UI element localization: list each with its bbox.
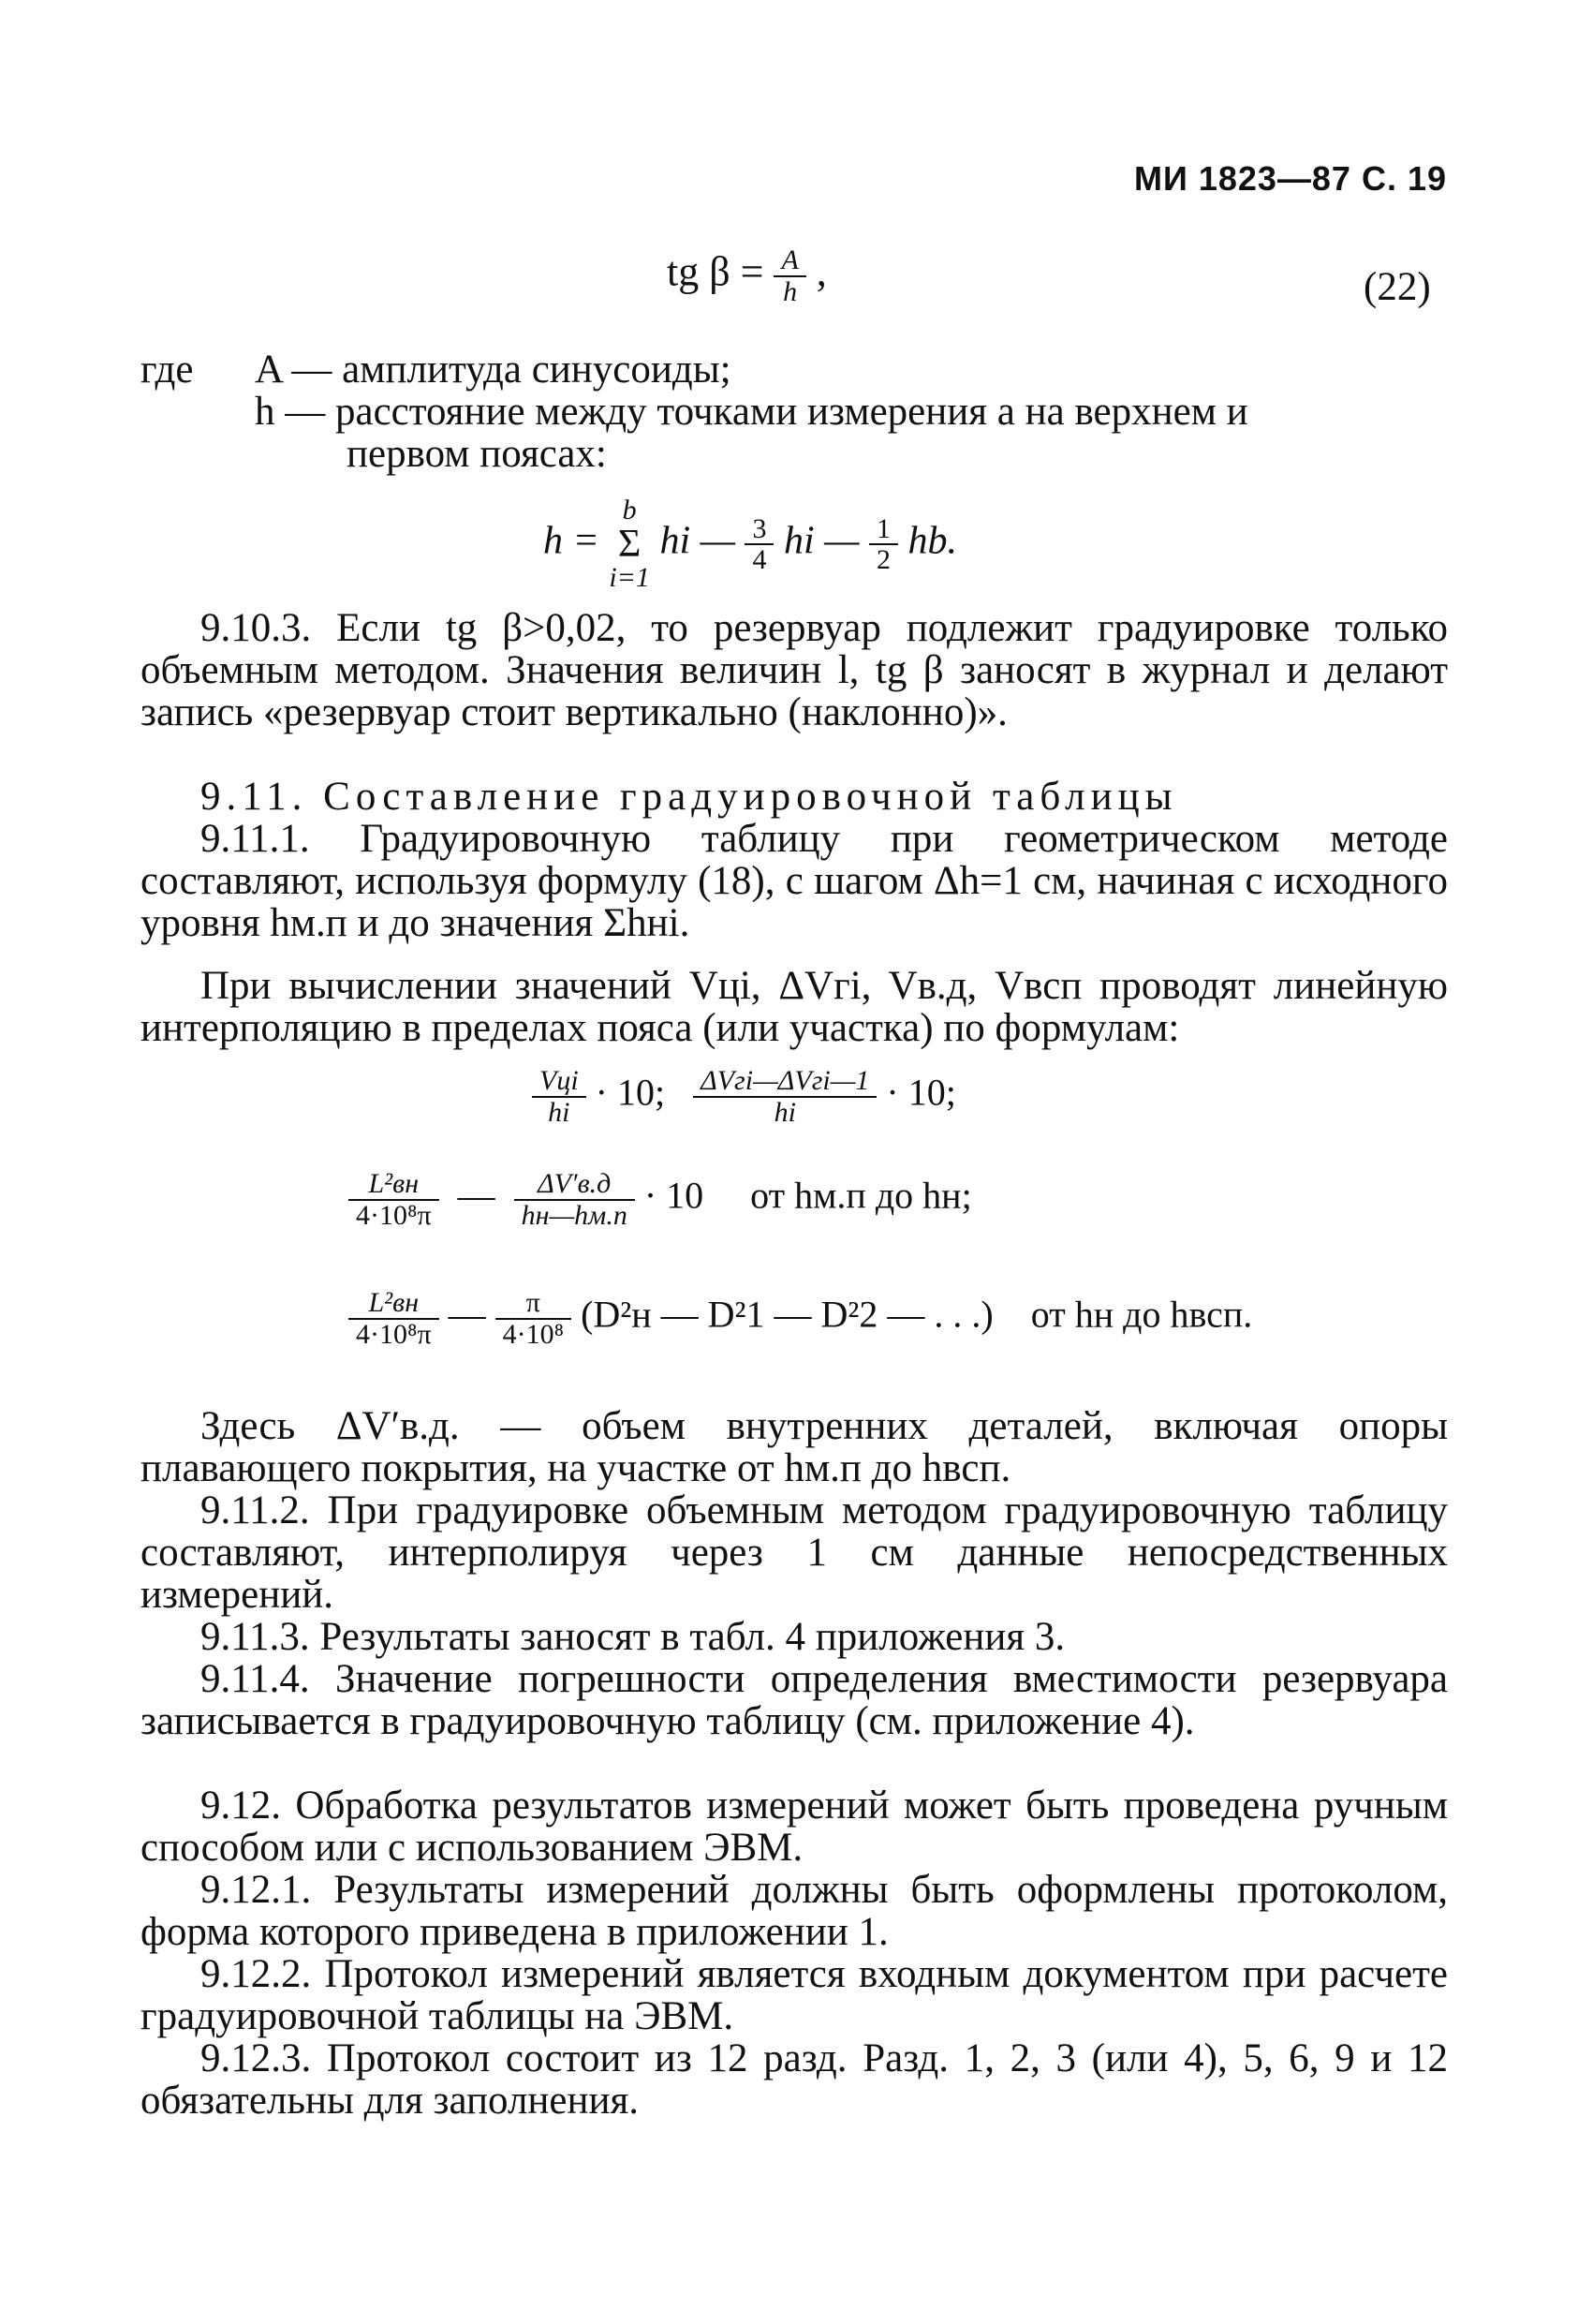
paragraph-9-11-4: 9.11.4. Значение погрешности определения вместимости резервуара записывается в градуировочную таблицу (см. приложение 4).	[140, 1657, 1448, 1743]
row2-frac-2-num: ΔV′в.д	[514, 1169, 635, 1201]
formula-h-frac2-den: 2	[876, 544, 891, 575]
formula-h-sum-bottom: i=1	[609, 562, 650, 593]
paragraph-9-10-3: 9.10.3. Если tg β>0,02, то резервуар подлежит градуировке только объемным методом. Значения величин l, tg β заносят в журнал и делают запись «резервуар стоит вертикально (наклонно)».	[140, 606, 1448, 734]
row3-frac-2	[495, 1288, 571, 1349]
interp-frac-2-tail: · 10;	[886, 1071, 956, 1114]
row3-frac-1-den: 4·10⁸π	[356, 1318, 432, 1350]
row3-range: от hн до hвсп.	[1030, 1293, 1253, 1336]
row2-frac-1-den: 4·10⁸π	[356, 1199, 432, 1231]
row2-frac-1	[348, 1169, 439, 1230]
formula-22-tail: ,	[816, 248, 827, 295]
interp-frac-2-num: ΔVгi—ΔVгi—1	[693, 1066, 877, 1098]
paragraph-9-12: 9.12. Обработка результатов измерений может быть проведена ручным способом или с использованием ЭВМ.	[140, 1784, 1448, 1870]
def-distance-2: первом поясах:	[347, 432, 607, 476]
formula-22-lhs: tg β =	[667, 248, 764, 295]
formula-h-frac2-num: 1	[869, 514, 898, 546]
row2-frac-2	[514, 1169, 635, 1230]
interp-frac-2	[693, 1066, 877, 1127]
interp-frac-1-num: Vцi	[532, 1066, 586, 1098]
formula-h-term3: hb.	[907, 519, 957, 563]
row3-frac-1	[348, 1288, 439, 1349]
interp-formulas-row-1	[532, 1066, 956, 1127]
section-heading-9-11: 9.11. Составление градуировочной таблицы	[200, 775, 1178, 819]
formula-22-den: h	[783, 275, 798, 307]
paragraph-9-12-1: 9.12.1. Результаты измерений должны быть оформлены протоколом, форма которого приведена в приложении 1.	[140, 1868, 1448, 1954]
formula-h-term2: hi —	[783, 519, 860, 563]
row3-frac-1-num: L²вн	[348, 1288, 439, 1320]
equation-number-22: (22)	[1364, 265, 1431, 309]
paragraph-9-12-2: 9.12.2. Протокол измерений является входным документом при расчете градуировочной таблицы на ЭВМ.	[140, 1952, 1448, 2038]
interp-formulas-row-3	[348, 1288, 1252, 1349]
paragraph-9-11-3: 9.11.3. Результаты заносят в табл. 4 приложения 3.	[200, 1615, 1066, 1659]
paragraph-interpolation: При вычислении значений Vцi, ΔVгi, Vв.д, Vвсп проводят линейную интерполяцию в пределах пояса (или участка) по формулам:	[140, 964, 1448, 1050]
row3-frac-2-den: 4·10⁸	[502, 1318, 565, 1350]
interp-frac-2-den: hi	[774, 1096, 796, 1128]
formula-h-sum	[609, 496, 650, 592]
row2-minus: —	[457, 1174, 495, 1217]
paragraph-9-11-1: 9.11.1. Градуировочную таблицу при геометрическом методе составляют, используя формулу (18), с шагом Δh=1 см, начиная с исходного уровня hм.п и до значения Σhнi.	[140, 817, 1448, 945]
paragraph-9-12-3: 9.12.3. Протокол состоит из 12 разд. Разд. 1, 2, 3 (или 4), 5, 6, 9 и 12 обязательны для заполнения.	[140, 2036, 1448, 2123]
formula-h	[543, 496, 957, 592]
def-amplitude: A — амплитуда синусоиды;	[255, 348, 731, 392]
interp-frac-1-tail: · 10;	[595, 1071, 666, 1114]
interp-formulas-row-2	[348, 1169, 972, 1230]
row2-range: от hм.п до hн;	[750, 1174, 972, 1217]
formula-h-frac1-num: 3	[745, 514, 774, 546]
paragraph-9-11-2: 9.11.2. При градуировке объемным методом градуировочную таблицу составляют, интерполируя через 1 см данные непосредственных измерений.	[140, 1488, 1448, 1617]
formula-h-frac1-den: 4	[752, 544, 767, 575]
row3-frac-2-num: π	[495, 1288, 571, 1320]
formula-22	[667, 245, 827, 306]
formula-h-frac1	[745, 514, 774, 575]
formula-h-lhs: h =	[543, 519, 599, 563]
row3-parenthetical: (D²н — D²1 — D²2 — . . .)	[581, 1293, 994, 1336]
formula-22-num: A	[774, 245, 805, 277]
running-head: МИ 1823—87 С. 19	[1133, 159, 1447, 198]
paragraph-zdes: Здесь ΔV′в.д. — объем внутренних деталей, включая опоры плавающего покрытия, на участке от hм.п до hвсп.	[140, 1404, 1448, 1490]
where-label: где	[140, 348, 194, 392]
formula-h-sum-sign: Σ	[617, 523, 642, 566]
def-distance-1: h — расстояние между точками измерения a на верхнем и	[255, 390, 1248, 434]
formula-h-sum-top: b	[622, 495, 637, 525]
row2-frac-2-den: hн—hм.п	[521, 1199, 627, 1231]
formula-h-frac2	[869, 514, 898, 575]
interp-frac-1-den: hi	[548, 1096, 570, 1128]
formula-h-term1: hi —	[659, 519, 735, 563]
interp-frac-1	[532, 1066, 586, 1127]
row2-tail: · 10	[643, 1174, 704, 1217]
row2-frac-1-num: L²вн	[348, 1169, 439, 1201]
formula-22-fraction	[774, 245, 805, 306]
row3-minus: —	[448, 1293, 486, 1336]
